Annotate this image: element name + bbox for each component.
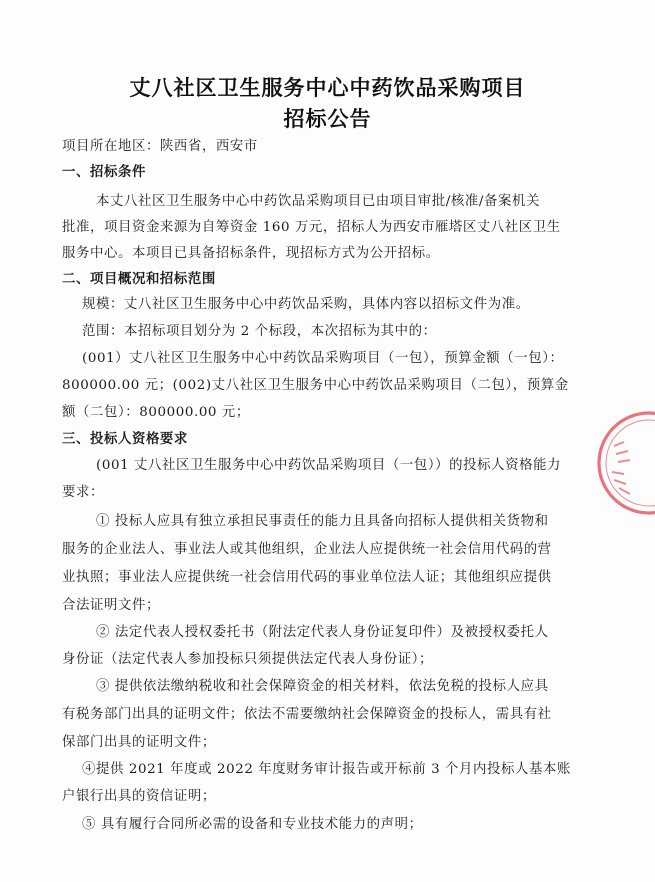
document-title: 丈八社区卫生服务中心中药饮品采购项目 [129, 75, 526, 100]
project-region: 项目所在地区：陕西省，西安市 [62, 139, 258, 154]
section-3-item: ① 投标人应具有独立承担民事责任的能力且具备向招标人提供相关货物和 [96, 514, 549, 529]
section-3-item: ⑤ 具有履行合同所必需的设备和专业技术能力的声明； [82, 817, 423, 832]
section-3-item: ④提供 2021 年度或 2022 年度财务审计报告或开标前 3 个月内投标人基本账 [82, 762, 571, 777]
section-2-lot: 800000.00 元；(002)丈八社区卫生服务中心中药饮品采购项目（二包），预算金 [62, 378, 569, 393]
section-3-line: 合法证明文件； [62, 598, 160, 613]
section-3-heading: 三、投标人资格要求 [62, 431, 188, 447]
section-3-line: 服务的企业法人、事业法人或其他组织，企业法人应提供统一社会信用代码的营 [62, 542, 552, 557]
section-1-line: 本丈八社区卫生服务中心中药饮品采购项目已由项目审批/核准/备案机关 [96, 194, 540, 209]
official-seal-icon [594, 408, 655, 518]
section-2-scale: 规模：丈八社区卫生服务中心中药饮品采购，具体内容以招标文件为准。 [82, 297, 530, 312]
section-1-heading: 一、招标条件 [62, 164, 146, 180]
section-2-lot: 额（二包）：800000.00 元； [62, 405, 250, 420]
section-3-line: (001 丈八社区卫生服务中心中药饮品采购项目（一包））的投标人资格能力 [96, 458, 562, 473]
section-3-line: 保部门出具的证明文件； [62, 735, 216, 750]
document-subtitle: 招标公告 [283, 106, 372, 131]
section-3-line: 业执照；事业法人应提供统一社会信用代码的事业单位法人证；其他组织应提供 [62, 570, 552, 585]
section-1-line: 批准，项目资金来源为自筹资金 160 万元，招标人为西安市雁塔区丈八社区卫生 [62, 220, 561, 235]
section-3-item: ② 法定代表人授权委托书（附法定代表人身份证复印件）及被授权委托人 [96, 625, 549, 640]
section-3-line: 要求： [62, 485, 104, 500]
section-3-item: ③ 提供依法缴纳税收和社会保障资金的相关材料，依法免税的投标人应具 [96, 679, 549, 694]
section-2-heading: 二、项目概况和招标范围 [62, 271, 216, 287]
section-3-line: 身份证（法定代表人参加投标只须提供法定代表人身份证）； [62, 652, 434, 667]
section-1-line: 服务中心。本项目已具备招标条件，现招标方式为公开招标。 [62, 246, 440, 261]
section-2-scope: 范围：本招标项目划分为 2 个标段，本次招标为其中的： [82, 324, 437, 339]
section-3-line: 户银行出具的资信证明； [62, 789, 216, 804]
section-3-line: 有税务部门出具的证明文件；依法不需要缴纳社会保障资金的投标人，需具有社 [62, 707, 552, 722]
section-2-lot: (001）丈八社区卫生服务中心中药饮品采购项目（一包），预算金额（一包）： [82, 351, 564, 366]
